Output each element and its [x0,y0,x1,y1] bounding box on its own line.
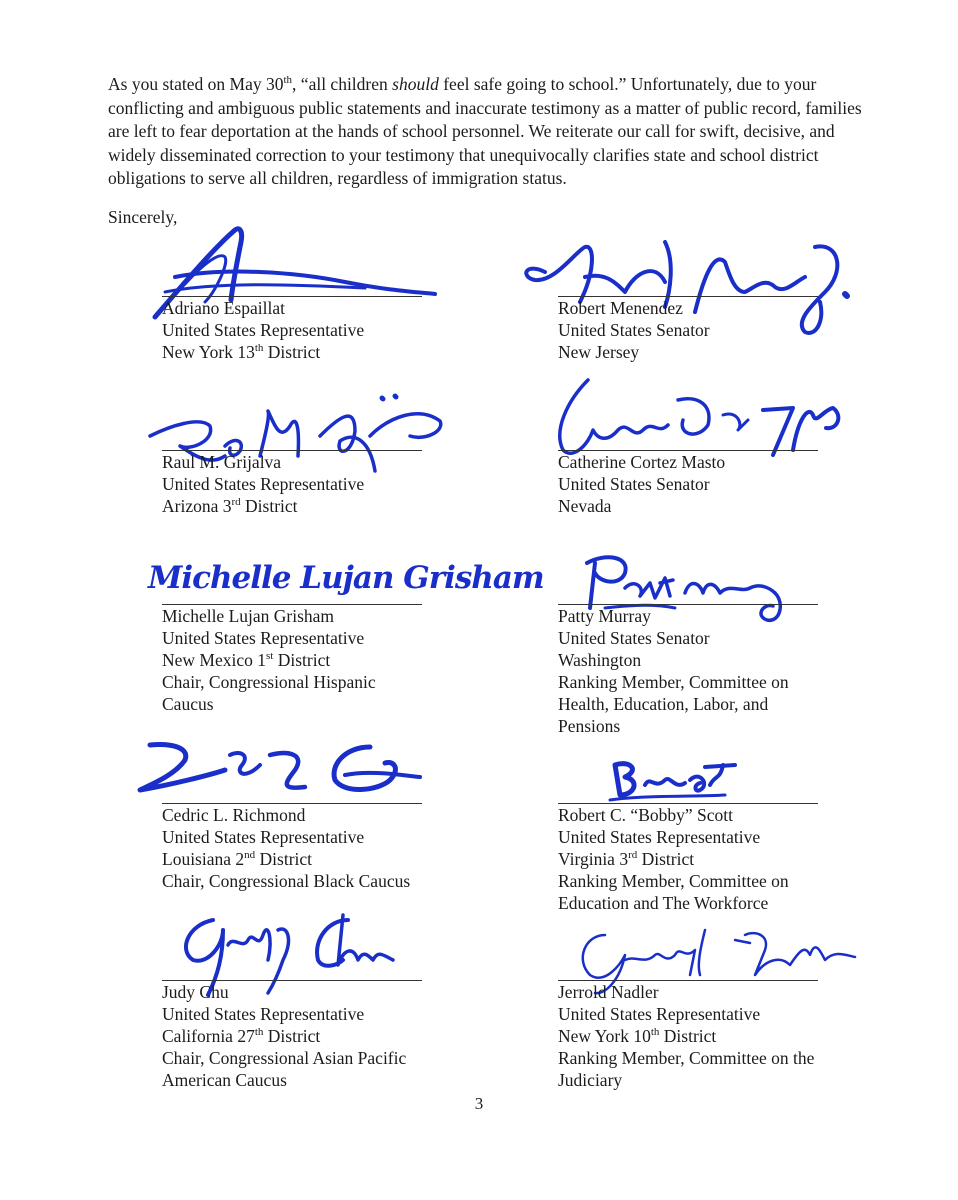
signatory-role-cont-2: Pensions [558,716,621,736]
signature-block-chu [162,980,462,1091]
signatory-district: Arizona 3rd District [162,496,298,516]
signature-block-lujan-grisham [162,604,462,715]
signatory-role-cont: Education and The Workforce [558,893,769,913]
signatory-name: Judy Chu [162,982,229,1002]
signatory-title: United States Senator [558,628,710,648]
signatory-title: United States Representative [162,320,365,340]
signatory-title: United States Representative [162,1004,365,1024]
signatory-district: California 27th District [162,1026,321,1046]
signatory-state: New Jersey [558,342,640,362]
signatory-name: Jerrold Nadler [558,982,659,1002]
signatory-role: Ranking Member, Committee on [558,871,789,891]
signatory-name: Robert C. “Bobby” Scott [558,805,733,825]
para-text-1: As you stated on May 30 [108,74,284,94]
para-text-3: feel safe going to school.” Unfortunately, due to your conflicting and ambiguous public statements and inaccurate testimony as a matter of public record, families are left to fear deportation at the hands of school personnel. We reiterate our call for swift, decisive, and widely disseminated correction to your testimony that unequivocally clarifies state and school district obligations to serve all children, regardless of immigration status. [108,74,862,188]
signatory-name: Robert Menendez [558,298,683,318]
signatory-name: Adriano Espaillat [162,298,285,318]
signatory-title: United States Senator [558,320,710,340]
signatory-role-cont: American Caucus [162,1070,287,1090]
para-emphasis: should [392,74,439,94]
letter-paragraph [108,73,868,191]
signatory-title: United States Senator [558,474,710,494]
signature-block-espaillat [162,296,462,363]
signatory-name: Catherine Cortez Masto [558,452,726,472]
signatory-title: United States Representative [162,827,365,847]
signatory-title: United States Representative [162,628,365,648]
signature-block-murray [558,604,858,737]
signatory-state: Washington [558,650,642,670]
signatory-title: United States Representative [162,474,365,494]
page-number: 3 [474,1094,484,1113]
signatory-role: Ranking Member, Committee on the [558,1048,815,1068]
para-text-2: , “all children [292,74,393,94]
para-sup: th [283,74,293,87]
signature-block-grijalva [162,450,462,517]
signatory-district: New Mexico 1st District [162,650,331,670]
signatory-role-cont: Judiciary [558,1070,623,1090]
signatory-name: Raul M. Grijalva [162,452,282,472]
signatory-role-cont: Health, Education, Labor, and [558,694,769,714]
signature-block-menendez [558,296,858,363]
signatory-role: Chair, Congressional Asian Pacific [162,1048,407,1068]
signatory-district: Virginia 3rd District [558,849,695,869]
signatory-name: Michelle Lujan Grisham [162,606,335,626]
signatory-district: New York 10th District [558,1026,717,1046]
signatory-role: Ranking Member, Committee on [558,672,789,692]
signature-block-cortez-masto [558,450,858,517]
signatory-name: Cedric L. Richmond [162,805,306,825]
signatory-name: Patty Murray [558,606,651,626]
signatory-role-cont: Caucus [162,694,214,714]
signatory-role: Chair, Congressional Hispanic [162,672,376,692]
signatory-district: New York 13th District [162,342,321,362]
signature-block-nadler [558,980,858,1091]
signature-block-richmond [162,803,462,892]
lujan-grisham-signature: Michelle Lujan Grisham [148,560,544,596]
signatory-title: United States Representative [558,1004,761,1024]
signatory-district: Louisiana 2nd District [162,849,313,869]
signature-block-scott [558,803,858,914]
signatory-state: Nevada [558,496,612,516]
signatory-title: United States Representative [558,827,761,847]
signatory-role: Chair, Congressional Black Caucus [162,871,411,891]
closing: Sincerely, [108,207,178,227]
